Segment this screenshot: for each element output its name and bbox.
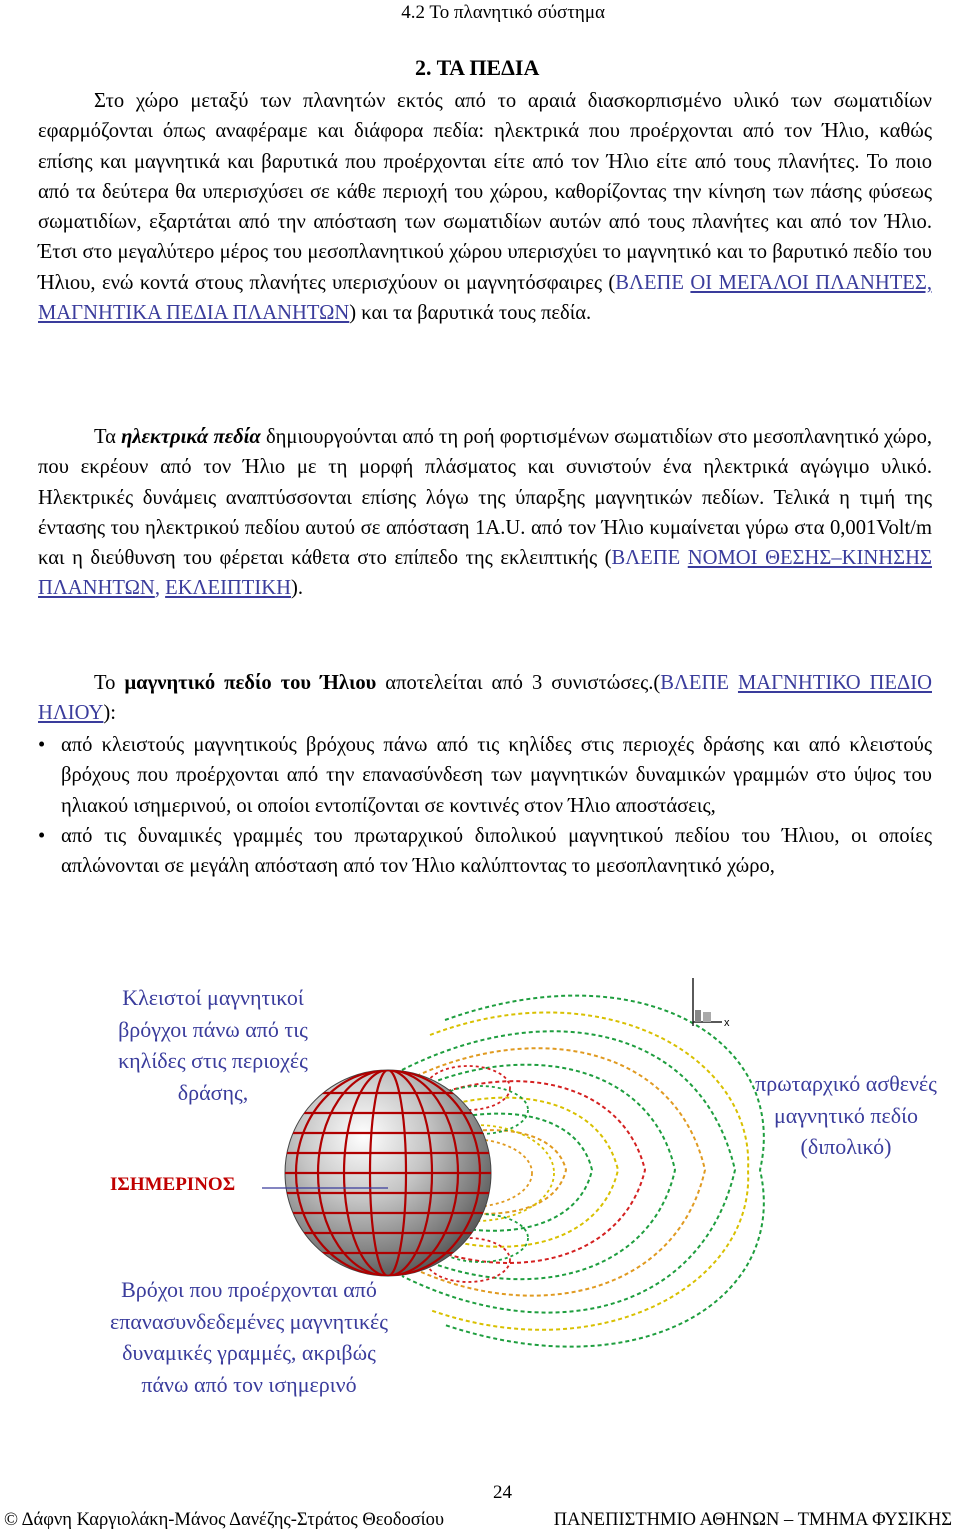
label-dipole-field xyxy=(728,1068,960,1163)
axis-x-label: x xyxy=(724,1017,730,1029)
see-label: ΒΛΕΠΕ xyxy=(615,271,691,294)
label-line: δυναμικές γραμμές, ακριβώς xyxy=(122,1340,376,1365)
label-equator: ΙΣΗΜΕΡΙΝΟΣ xyxy=(110,1174,236,1195)
link-planet-motion-laws[interactable]: ΝΟΜΟΙ ΘΕΣΗΣ–ΚΙΝΗΣΗΣ ΠΛΑΝΗΤΩΝ xyxy=(38,547,932,600)
term-sun-magnetic-field: μαγνητικό πεδίο του Ήλιου xyxy=(124,672,377,694)
link-ecliptic[interactable]: ΕΚΛΕΙΠΤΙΚΗ xyxy=(165,577,291,600)
para3-text: αποτελείται από 3 συνιστώσες.( xyxy=(376,672,661,694)
bullet-icon: • xyxy=(38,734,46,756)
see-label: ΒΛΕΠΕ xyxy=(660,672,738,694)
bullet-icon: • xyxy=(38,824,46,847)
label-line: Βρόχοι που προέρχονται από xyxy=(121,1277,377,1302)
label-reconnected-loops xyxy=(78,1274,420,1400)
label-line: (διπολικό) xyxy=(800,1134,892,1159)
paragraph-magnetic-field xyxy=(38,668,932,729)
bullet-text: από κλειστούς μαγνητικούς βρόχους πάνω από τις κηλίδες στις περιοχές δράσης και από κλειστούς βρόχους που προέρχονται από την επανασύνδεση των μαγνητικών δυναμικών γραμμών στο ύψος του ηλιακού ισημερινού, οι οποίοι εντοπίζονται σε κοντινές στον Ήλιο αποστάσεις, xyxy=(61,734,932,817)
label-line: κηλίδες στις περιοχές xyxy=(118,1048,308,1073)
page-number: 24 xyxy=(493,1482,512,1503)
bullet-text: από τις δυναμικές γραμμές του πρωταρχικού διπολικού μαγνητικού πεδίου του Ήλιου, οι οποίες απλώνονται σε μεγάλη απόσταση από τον Ήλιο καλύπτοντας το μεσοπλανητικό χώρο, xyxy=(61,824,932,878)
section-title: 2. ΤΑ ΠΕΔΙΑ xyxy=(415,55,540,80)
list-item xyxy=(38,730,932,821)
link-giant-planets[interactable]: ΟΙ ΜΕΓΑΛΟΙ ΠΛΑΝΗΤΕΣ, ΜΑΓΝΗΤΙΚΑ ΠΕΔΙΑ ΠΛΑΝΗΤΩΝ xyxy=(38,271,932,325)
para1-tail: ) και τα βαρυτικά τους πεδία. xyxy=(349,302,592,325)
bullet-list xyxy=(38,730,932,881)
label-line: πρωταρχικό ασθενές xyxy=(755,1071,937,1096)
label-line: δράσης, xyxy=(177,1079,249,1105)
see-label: ΒΛΕΠΕ xyxy=(611,547,688,570)
para3-lead: Το xyxy=(94,672,125,694)
para2-tail: ). xyxy=(291,577,304,600)
list-item xyxy=(38,821,932,882)
label-line: επανασυνδεδεμένες μαγνητικές xyxy=(110,1308,388,1334)
footer-authors: © Δάφνη Καργιολάκη-Μάνος Δανέζης-Στράτος Θεοδοσίου xyxy=(4,1510,445,1530)
paragraph-electric-fields xyxy=(38,422,932,604)
running-header: 4.2 Το πλανητικό σύστημα xyxy=(401,2,605,23)
para1-text: Στο χώρο μεταξύ των πλανητών εκτός από το αραιά διασκορπισμένο υλικό των σωματιδίων εφαρμόζονται όπως αναφέραμε και διάφορα πεδία: ηλεκτρικά που προέρχονται από τον Ήλιο, καθώς επίσης και μαγνητικά και βαρυτικά που προέρχονται είτε από τον Ήλιο είτε από τους πλανήτες. Το ποιο από τα δεύτερα θα υπερισχύσει σε κάθε περιοχή του χώρου, καθορίζοντας την κίνηση των πάσης φύσεως σωματιδίων, εξαρτάται από την απόσταση των σωματιδίων αυτών από τους πλανήτες και από τον Ήλιο. Έτσι στο μεγαλύτερο μέρος του μεσοπλανητικού χώρου υπερισχύει το μαγνητικό και το βαρυτικό πεδίο του Ήλιου, ενώ κοντά στους πλανήτες υπερισχύουν οι μαγνητόσφαιρες ( xyxy=(38,90,932,294)
para2-text: δημιουργούνται από τη ροή φορτισμένων σωματιδίων στο μεσοπλανητικό χώρο, που εκρέουν από τον Ήλιο με τη μορφή πλάσματος και συνιστούν ένα ηλεκτρικά αγώγιμο υλικό. Ηλεκτρικές δυνάμεις αναπτύσσονται επίσης λόγω της ύπαρξης μαγνητικών πεδίων. Τελικά η τιμή της έντασης του ηλεκτρικού πεδίου αυτού σε απόσταση 1Α.U. από τον Ήλιο κυμαίνεται γύρω στα 0,001Volt/m και η διεύθυνση του φέρεται κάθετα στο επίπεδο της εκλειπτικής ( xyxy=(38,426,933,570)
label-line: Κλειστοί μαγνητικοί xyxy=(122,985,304,1010)
footer-institution: ΠΑΝΕΠΙΣΤΗΜΙΟ ΑΘΗΝΩΝ – ΤΜΗΜΑ ΦΥΣΙΚΗΣ xyxy=(553,1510,952,1530)
paragraph-fields-intro xyxy=(38,86,932,328)
label-line: βρόγχοι πάνω από τις xyxy=(118,1016,308,1042)
term-electric-fields: ηλεκτρικά πεδία xyxy=(121,426,261,448)
label-line: μαγνητικό πεδίο xyxy=(774,1102,918,1128)
link-sun-magnetic-field[interactable]: ΜΑΓΝΗΤΙΚΟ ΠΕΔΙΟ ΗΛΙΟΥ xyxy=(38,672,932,725)
sun-magnetic-field-figure xyxy=(0,960,960,1420)
label-closed-loops xyxy=(88,982,338,1108)
para2-lead: Τα xyxy=(94,426,122,448)
para3-tail: ): xyxy=(103,702,116,725)
axes xyxy=(693,978,730,1029)
link-separator: , xyxy=(154,577,166,600)
label-line: πάνω από τον ισημερινό xyxy=(141,1371,357,1397)
